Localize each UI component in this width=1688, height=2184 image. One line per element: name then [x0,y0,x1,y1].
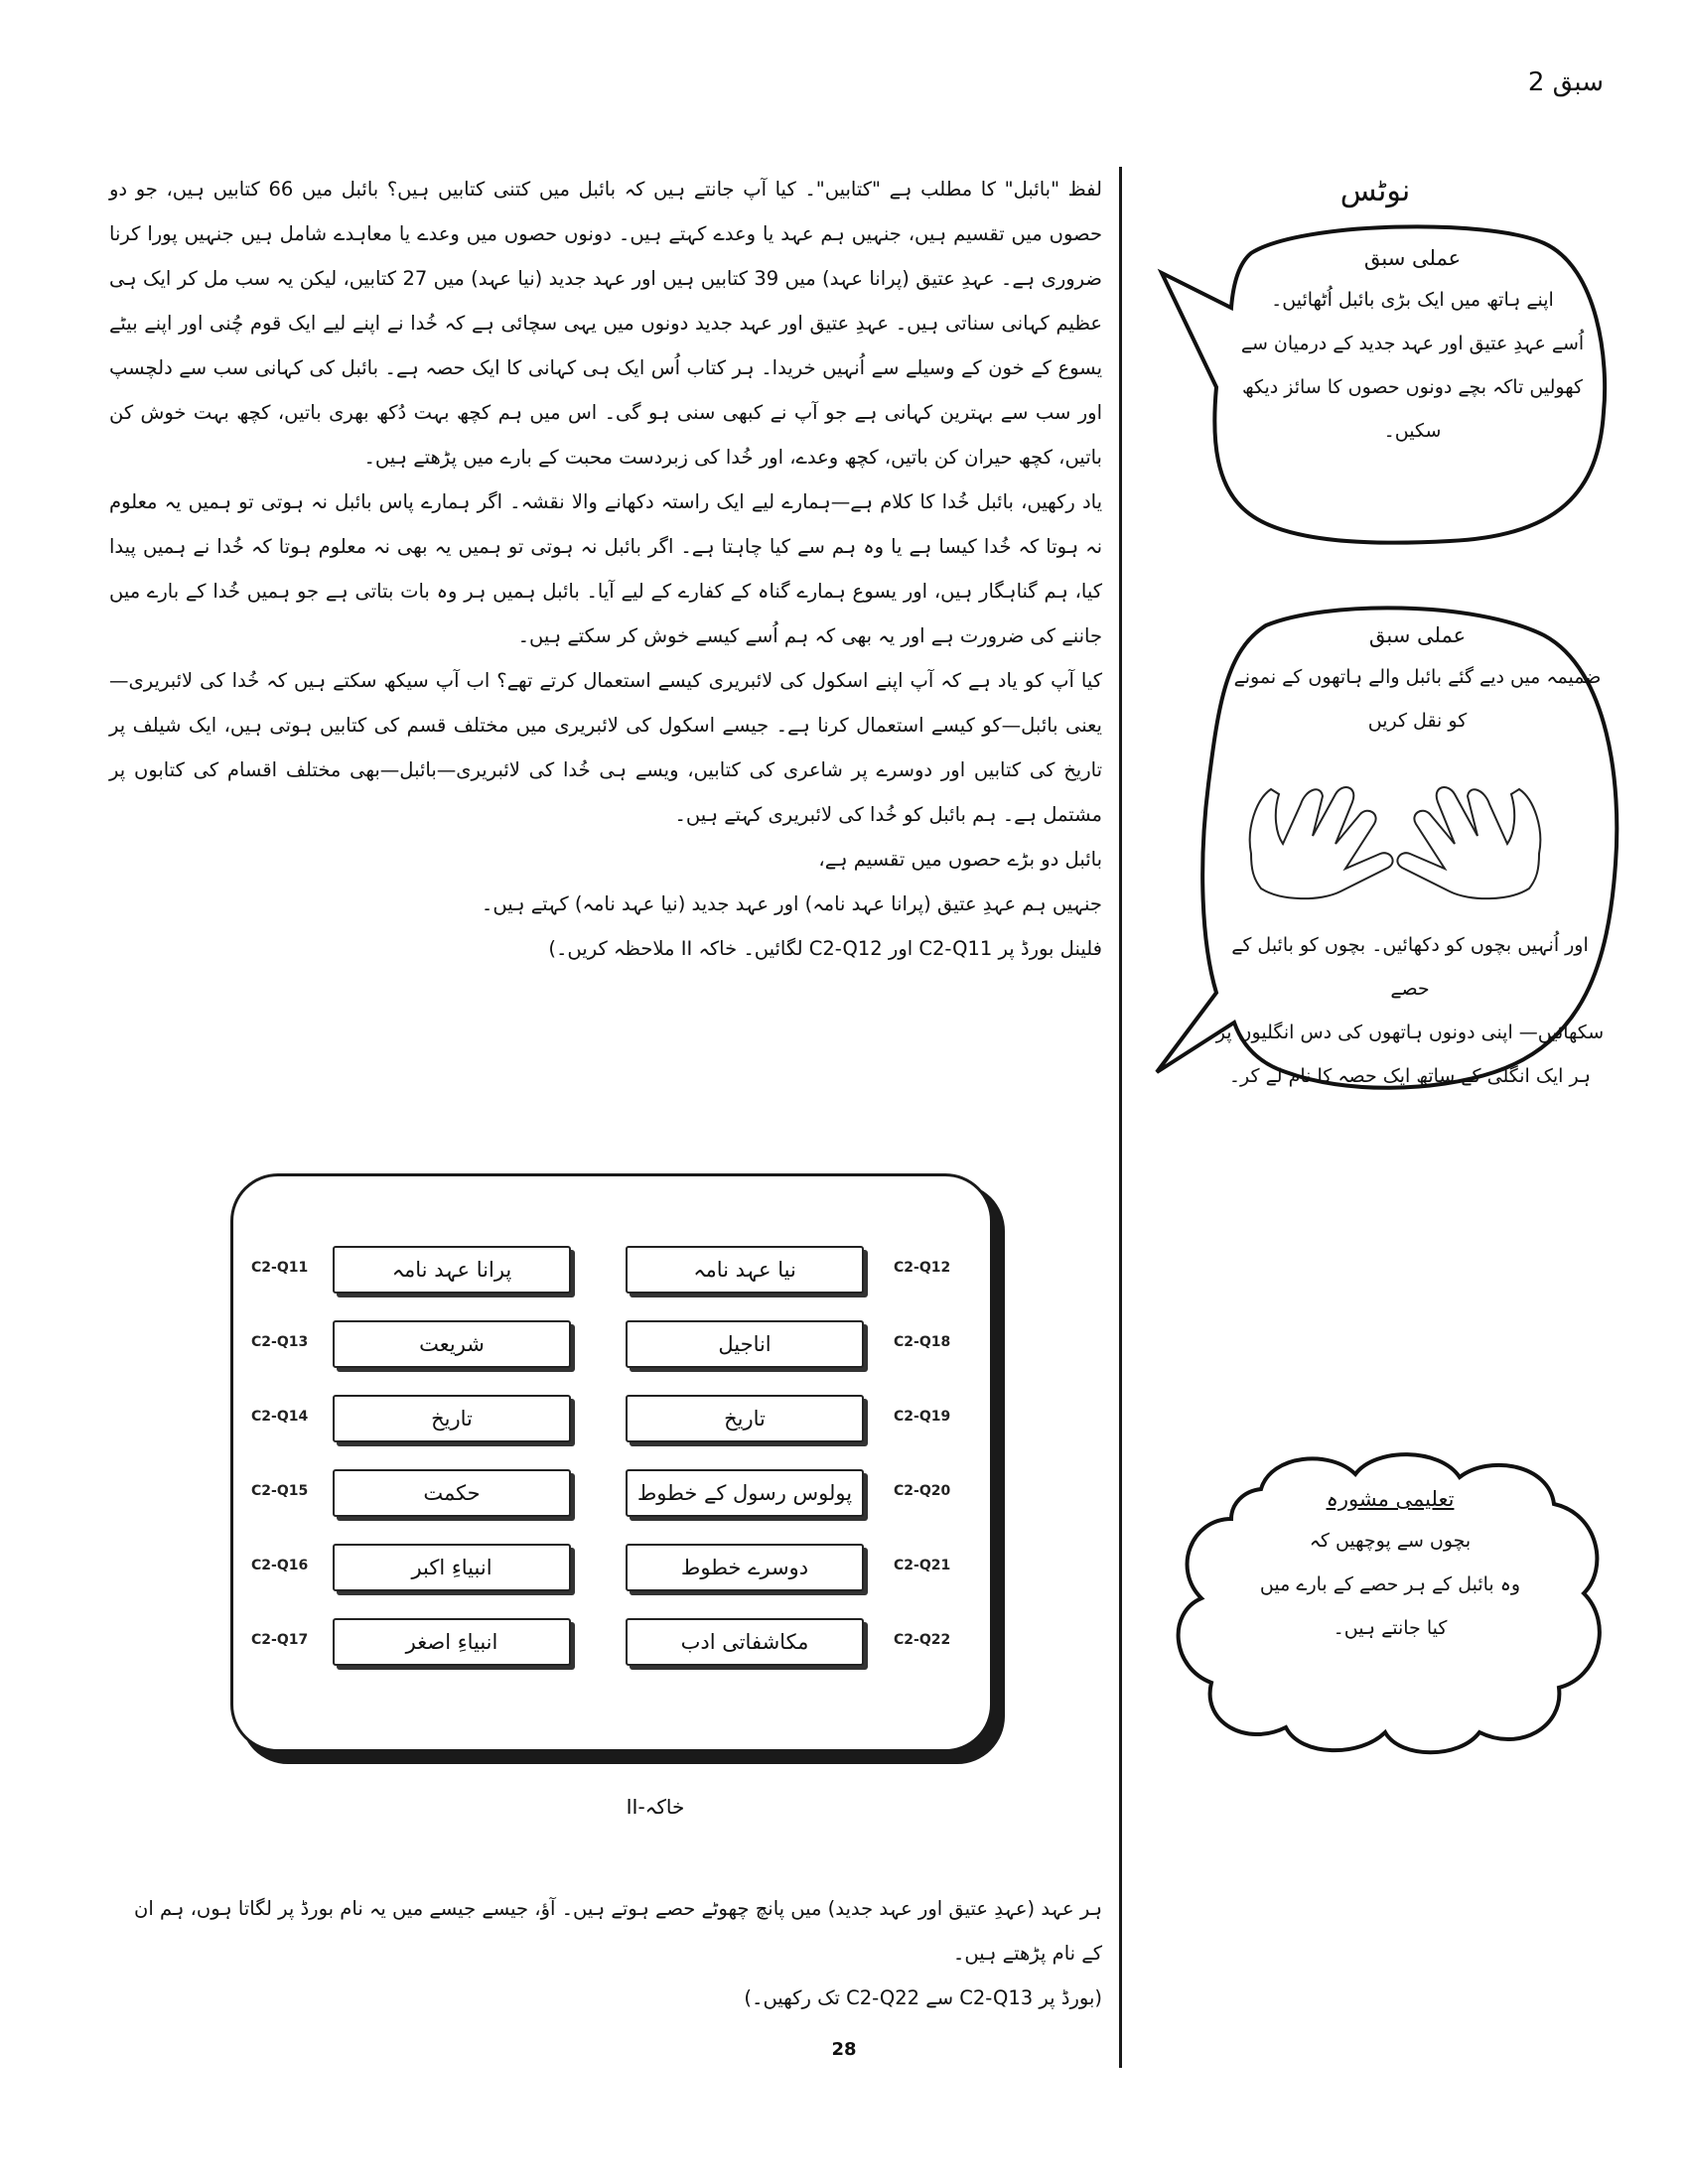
paragraph-1: لفظ "بائبل" کا مطلب ہے "کتابیں"۔ کیا آپ جانتے ہیں کہ بائبل میں کتنی کتابیں ہیں؟ بائبل میں 66 کتابیں ہیں، جو دو حصوں میں تقسیم ہیں، جنہیں ہم عہد یا وعدے کہتے ہیں۔ دونوں حصوں میں وعدے یا معاہدے شامل ہیں جنہیں پورا کرنا ضروری ہے۔ عہدِ عتیق (پرانا عہد) میں 39 کتابیں ہیں اور عہد جدید (نیا عہد) میں 27 کتابیں، لیکن یہ سب مل کر ایک ہی عظیم کہانی سناتی ہیں۔ عہدِ عتیق اور عہد جدید دونوں میں یہی سچائی ہے کہ خُدا نے اپنے لیے ایک قوم چُنی اور اپنے بیٹے یسوع کے خون کے وسیلے سے اُنہیں خریدا۔ ہر کتاب اُس ایک ہی کہانی کا ایک حصہ ہے۔ بائبل کی کہانی سب سے دلچسپ اور سب سے بہترین کہانی ہے جو آپ نے کبھی سنی ہو گی۔ اس میں ہم کچھ بہت دُکھ بھری باتیں، کچھ بہت خوش کن باتیں، کچھ حیران کن باتیں، کچھ وعدے، اور خُدا کی زبردست محبت کے بارے میں پڑھتے ہیں۔ [109,178,1102,469]
cloud-content [1241,1479,1539,1650]
card: انبیاءِ اصغر [333,1618,571,1666]
bubble-2-top [1226,615,1609,743]
bubble-1-line: سکیں۔ [1383,420,1442,442]
figure-frame [230,1173,993,1752]
card: انبیاءِ اکبر [333,1544,571,1591]
bottom-paragraph: ہر عہد (عہدِ عتیق اور عہد جدید) میں پانچ چھوٹے حصے ہوتے ہیں۔ آؤ، جیسے جیسے میں یہ نام بورڈ پر لگاتا ہوں، ہم ان کے نام پڑھتے ہیں۔ [134,1897,1102,1965]
card: پولوس رسول کے خطوط [626,1469,864,1517]
card: شریعت [333,1320,571,1368]
bubble-1-title: عملی سبق [1363,246,1462,270]
card: پرانا عہد نامہ [333,1246,571,1294]
notes-title: نوٹس [1339,174,1411,208]
card-code: C2-Q21 [894,1558,951,1573]
cloud-title: تعلیمی مشورہ [1326,1487,1455,1511]
figure-row [233,1246,996,1296]
figure-2 [230,1173,1005,1764]
line-3: فلینل بورڈ پر C2-Q11 اور C2-Q12 لگائیں۔ خاکہ II ملاحظہ کریں۔) [548,937,1102,960]
card: تاریخ [626,1395,864,1442]
card-code: C2-Q14 [251,1409,309,1425]
card-code: C2-Q12 [894,1260,951,1276]
bubble-1-content [1231,238,1594,453]
bible-hands-illustration [1241,774,1549,908]
paragraph-3: کیا آپ کو یاد ہے کہ آپ اپنے اسکول کی لائبریری کیسے استعمال کرتے تھے؟ اب آپ سیکھ سکتے ہیں کہ خُدا کی لائبریری—یعنی بائبل—کو کیسے استعمال کرنا ہے۔ جیسے اسکول کی لائبریری میں مختلف قسم کی کتابیں ہوتی ہیں، ایک شیلف پر تاریخ کی کتابیں اور دوسرے پر شاعری کی کتابیں، ویسے ہی خُدا کی لائبریری—بائبل—بھی مختلف اقسام کی کتابوں پر مشتمل ہے۔ ہم بائبل کو خُدا کی لائبریری کہتے ہیں۔ [109,669,1102,826]
figure-row [233,1544,996,1593]
cloud-bubble [1172,1449,1609,1757]
figure-caption: خاکہ-II [626,1795,685,1819]
card: تاریخ [333,1395,571,1442]
bubble-2-line: ہر ایک انگلی کے ساتھ ایک حصہ کا نام لے کر۔ [1228,1065,1592,1087]
speech-bubble-2 [1157,606,1623,1102]
figure-row [233,1469,996,1519]
bubble-2-bottom [1211,923,1609,1098]
card-code: C2-Q11 [251,1260,309,1276]
figure-row [233,1395,996,1444]
speech-bubble-1 [1162,213,1618,551]
bubble-2-line: اور اُنہیں بچوں کو دکھائیں۔ بچوں کو بائبل کے حصے [1231,934,1589,1000]
cloud-line: وہ بائبل کے ہر حصے کے بارے میں [1259,1573,1521,1595]
bubble-2-line: سکھائیں— اپنی دونوں ہاتھوں کی دس انگلیوں پر [1215,1022,1605,1043]
card-code: C2-Q22 [894,1632,951,1648]
paragraph-2: یاد رکھیں، بائبل خُدا کا کلام ہے—ہمارے لیے ایک راستہ دکھانے والا نقشہ۔ اگر ہمارے پاس بائبل نہ ہوتی تو ہمیں یہ معلوم نہ ہوتا کہ خُدا کیسا ہے یا وہ ہم سے کیا چاہتا ہے۔ اگر بائبل نہ ہوتی تو ہمیں یہ بھی نہ معلوم ہوتا کہ خُدا نے ہمیں پیدا کیا، ہم گناہگار ہیں، اور یسوع ہمارے گناہ کے کفارے کے لیے آیا۔ بائبل ہمیں ہر وہ بات بتاتی ہے جو ہمیں خُدا کے بارے میں جاننے کی ضرورت ہے اور یہ بھی کہ ہم اُسے کیسے خوش کر سکتے ہیں۔ [109,490,1102,647]
bottom-instruction: (بورڈ پر C2-Q13 سے C2-Q22 تک رکھیں۔) [744,1986,1102,2009]
bubble-1-line: اپنے ہاتھ میں ایک بڑی بائبل اُٹھائیں۔ [1271,289,1554,311]
bubble-1-line: کھولیں تاکہ بچے دونوں حصوں کا سائز دیکھ [1241,376,1584,398]
card-code: C2-Q17 [251,1632,309,1648]
main-column [109,167,1102,971]
cloud-line: کیا جانتے ہیں۔ [1333,1617,1448,1639]
card: اناجیل [626,1320,864,1368]
card-code: C2-Q18 [894,1334,951,1350]
lesson-label: سبق 2 [1527,68,1604,97]
column-divider [1119,167,1122,2068]
bubble-2-line: ضمیمہ میں دیے گئے بائبل والے ہاتھوں کے نمونے [1233,666,1602,688]
card-code: C2-Q13 [251,1334,309,1350]
bubble-2-title: عملی سبق [1368,623,1467,647]
line-1: بائبل دو بڑے حصوں میں تقسیم ہے، [818,848,1102,871]
card: دوسرے خطوط [626,1544,864,1591]
card-code: C2-Q15 [251,1483,309,1499]
card-code: C2-Q16 [251,1558,309,1573]
bubble-2-line: کو نقل کریں [1367,710,1468,732]
figure-row [233,1618,996,1668]
page-number: 28 [831,2039,857,2060]
cloud-line: بچوں سے پوچھیں کہ [1309,1530,1472,1552]
card: نیا عہد نامہ [626,1246,864,1294]
line-2: جنہیں ہم عہدِ عتیق (پرانا عہد نامہ) اور عہد جدید (نیا عہد نامہ) کہتے ہیں۔ [481,892,1102,915]
card: حکمت [333,1469,571,1517]
card: مکاشفاتی ادب [626,1618,864,1666]
card-code: C2-Q19 [894,1409,951,1425]
figure-row [233,1320,996,1370]
bubble-1-line: اُسے عہدِ عتیق اور عہد جدید کے درمیان سے [1240,333,1585,354]
card-code: C2-Q20 [894,1483,951,1499]
bottom-section [109,1886,1102,2020]
